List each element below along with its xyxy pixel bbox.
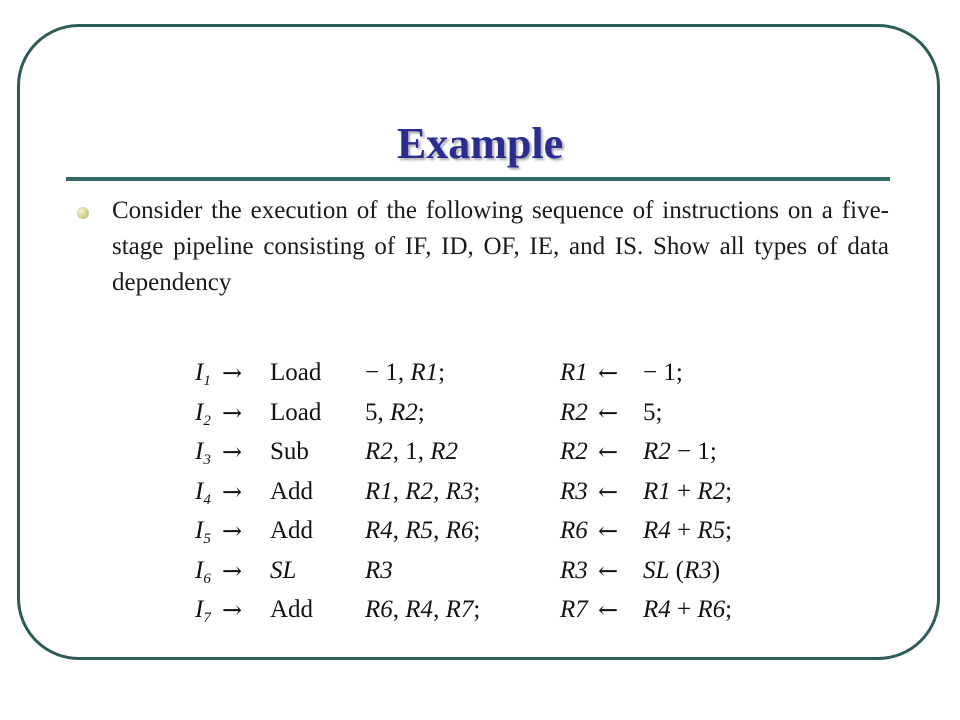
opcode: Add bbox=[270, 477, 314, 505]
opcode: Sub bbox=[270, 438, 309, 465]
instruction-index: 5 bbox=[203, 531, 211, 547]
result-expression: R1 + R2; bbox=[643, 477, 733, 505]
instruction-label: $I_7$ bbox=[195, 596, 211, 626]
operands: R2, 1, R2 bbox=[365, 438, 459, 465]
result-register: R2 bbox=[560, 398, 588, 426]
left-arrow-icon: ← bbox=[598, 556, 619, 585]
instruction-label: $I_1$ bbox=[195, 359, 211, 389]
instruction-index: 2 bbox=[203, 412, 211, 429]
instruction-label: $I_2$ bbox=[195, 398, 211, 429]
result-expression: 5; bbox=[643, 398, 663, 426]
opcode: Add bbox=[270, 596, 314, 623]
instruction-label: $I_6$ bbox=[195, 556, 211, 587]
operands: R1, R2, R3; bbox=[365, 477, 481, 505]
right-arrow-icon: → bbox=[222, 517, 243, 545]
instruction-index: 4 bbox=[203, 491, 211, 508]
result-register: R6 bbox=[560, 517, 588, 544]
result-expression: R4 + R6; bbox=[643, 596, 733, 623]
result-register: R3 bbox=[560, 556, 588, 584]
opcode: SL bbox=[270, 556, 297, 584]
bullet-text: Consider the execution of the following sequence of instructions on a five-stage pipeline consisting of IF, ID, OF, IE, and IS. Show all types of data dependency bbox=[112, 197, 889, 296]
right-arrow-icon: → bbox=[222, 398, 243, 427]
left-arrow-icon: ← bbox=[598, 596, 619, 624]
result-register: R7 bbox=[560, 596, 588, 623]
instruction-index: 1 bbox=[203, 373, 211, 389]
result-register: R3 bbox=[560, 477, 588, 505]
left-arrow-icon: ← bbox=[598, 517, 619, 545]
result-expression: R4 + R5; bbox=[643, 517, 733, 544]
operands: 5, R2; bbox=[365, 398, 425, 426]
opcode: Load bbox=[270, 359, 322, 386]
left-arrow-icon: ← bbox=[598, 359, 619, 387]
operands: R4, R5, R6; bbox=[365, 517, 481, 544]
operands: R3 bbox=[365, 556, 393, 584]
instruction-label: $I_3$ bbox=[195, 438, 211, 468]
right-arrow-icon: → bbox=[222, 477, 243, 506]
left-arrow-icon: ← bbox=[598, 477, 619, 506]
result-register: R1 bbox=[560, 359, 588, 386]
right-arrow-icon: → bbox=[222, 359, 243, 387]
instruction-index: 3 bbox=[203, 452, 211, 468]
result-expression: SL (R3) bbox=[643, 556, 721, 584]
result-expression: R2 − 1; bbox=[643, 438, 717, 465]
instruction-label: $I_4$ bbox=[195, 477, 211, 508]
result-expression: − 1; bbox=[643, 359, 683, 386]
right-arrow-icon: → bbox=[222, 556, 243, 585]
opcode: Load bbox=[270, 398, 322, 426]
instruction-index: 6 bbox=[203, 570, 211, 587]
opcode: Add bbox=[270, 517, 314, 544]
operands: − 1, R1; bbox=[365, 359, 446, 386]
left-arrow-icon: ← bbox=[598, 438, 619, 466]
result-register: R2 bbox=[560, 438, 588, 465]
instruction-index: 7 bbox=[203, 610, 211, 626]
right-arrow-icon: → bbox=[222, 438, 243, 466]
slide-title: Example bbox=[396, 119, 564, 168]
operands: R6, R4, R7; bbox=[365, 596, 481, 623]
right-arrow-icon: → bbox=[222, 596, 243, 624]
left-arrow-icon: ← bbox=[598, 398, 619, 427]
instruction-label: $I_5$ bbox=[195, 517, 211, 547]
